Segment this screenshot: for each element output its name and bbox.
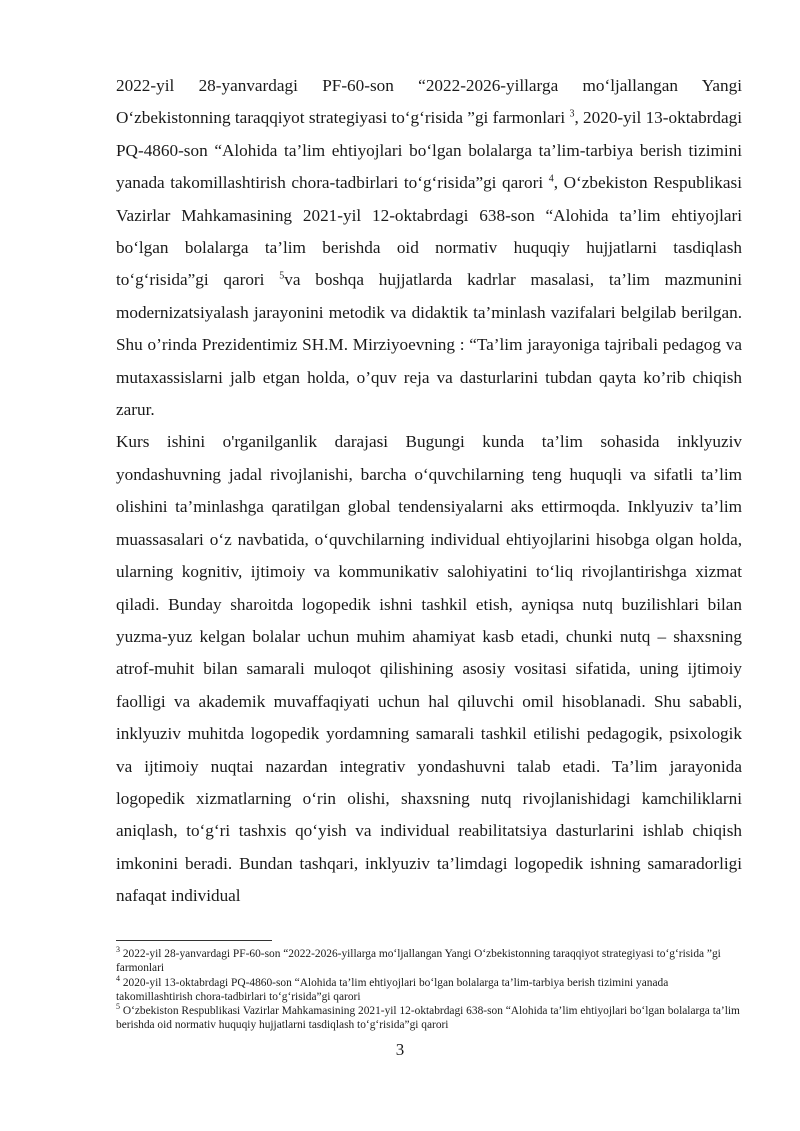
footnote-number: 4	[116, 973, 120, 983]
paragraph-1	[116, 70, 742, 426]
footnote-ref-3: 3	[569, 108, 575, 120]
page-number: 3	[395, 1040, 405, 1059]
footnote-ref-4: 4	[548, 173, 554, 185]
body-text	[116, 70, 742, 913]
footnote-text: O‘zbekiston Respublikasi Vazirlar Mahkamasining 2021-yil 12-oktabrdagi 638-son “Alohida ta’lim ehtiyojlari bo‘lgan bolalarga ta’lim berishda oid normativ huquqiy hujjatlarni tasdiqlash to‘g‘risida”gi qarori	[116, 1005, 740, 1032]
footnote-4	[116, 973, 742, 1005]
footnote-5	[116, 1004, 742, 1033]
paragraph-1-text-a: 2022-yil 28-yanvardagi PF-60-son “2022-2026-yillarga mo‘ljallangan Yangi O‘zbekistonning taraqqiyot strategiyasi to‘g‘risida ”gi farmonlari	[116, 76, 742, 128]
paragraph-1-text-b: , 2020-yil 13-oktabrdagi PQ-4860-son “Alohida ta’lim ehtiyojlari bo‘lgan bolalarga ta’lim-tarbiya berish tizimini yanada takomillashtirish chora-tadbirlari to‘g‘risida”gi qarori	[116, 108, 743, 193]
footnote-number: 3	[116, 945, 120, 955]
footnote-text: 2020-yil 13-oktabrdagi PQ-4860-son “Alohida ta’lim ehtiyojlari bo‘lgan bolalarga ta’lim-tarbiya berish tizimini yanada takomillashtirish chora-tadbirlari to‘g‘risida”gi qarori	[116, 976, 669, 1003]
footnote-number: 5	[116, 1002, 120, 1012]
footnotes	[116, 947, 742, 1033]
footnote-text: 2022-yil 28-yanvardagi PF-60-son “2022-2026-yillarga mo‘ljallangan Yangi O‘zbekistonning taraqqiyot strategiyasi to‘g‘risida ”gi farmonlari	[116, 948, 721, 975]
paragraph-1-text-c: , O‘zbekiston Respublikasi Vazirlar Mahkamasining 2021-yil 12-oktabrdagi 638-son “Alohida ta’lim ehtiyojlari bo‘lgan bolalarga ta’lim berishda oid normativ huquqiy hujjatlarni tasdiqlash to‘g‘risida”gi qarori	[116, 173, 742, 290]
footnote-separator	[116, 940, 272, 941]
paragraph-1-text-d: va boshqa hujjatlarda kadrlar masalasi, ta’lim mazmunini modernizatsiyalash jarayonini metodik va didaktik ta’minlash vazifalari belgilab berilgan. Shu o’rinda Prezidentimiz SH.M. Mirziyoevning : “Ta’lim jarayoniga tajribali pedagog va mutaxassislarni jalb etgan holda, o’quv reja va dasturlarini tubdan qayta ko’rib chiqish zarur.	[116, 270, 742, 420]
paragraph-2: Kurs ishini o'rganilganlik darajasi Bugungi kunda ta’lim sohasida inklyuziv yondashuvning jadal rivojlanishi, barcha o‘quvchilarning teng huquqli va sifatli ta’lim olishini ta’minlashga qaratilgan global tendensiyalarni aks ettirmoqda. Inklyuziv ta’lim muassasalari o‘z navbatida, o‘quvchilarning individual ehtiyojlarini hisobga olgan holda, ularning kognitiv, ijtimoiy va kommunikativ salohiyatini to‘liq rivojlantirishga xizmat qiladi. Bunday sharoitda logopedik ishni tashkil etish, ayniqsa nutq buzilishlari bilan yuzma-yuz kelgan bolalar uchun muhim ahamiyat kasb etadi, chunki nutq – shaxsning atrof-muhit bilan samarali muloqot qilishining asosiy vositasi sifatida, uning ijtimoiy faolligi va akademik muvaffaqiyati uchun hal qiluvchi omil hisoblanadi. Shu sababli, inklyuziv muhitda logopedik yordamning samarali tashkil etilishi pedagogik, psixologik va ijtimoiy nuqtai nazardan integrativ yondashuvni talab etadi. Ta’lim jarayonida logopedik xizmatlarning o‘rin olishi, shaxsning nutq rivojlanishidagi kamchiliklarni aniqlash, to‘g‘ri tashxis qo‘yish va individual reabilitatsiya dasturlarini ishlab chiqish imkonini beradi. Bundan tashqari, inklyuziv ta’limdagi logopedik ishning samaradorligi nafaqat individual	[116, 432, 742, 906]
footnote-3	[116, 947, 742, 976]
footnote-ref-5: 5	[279, 270, 285, 282]
